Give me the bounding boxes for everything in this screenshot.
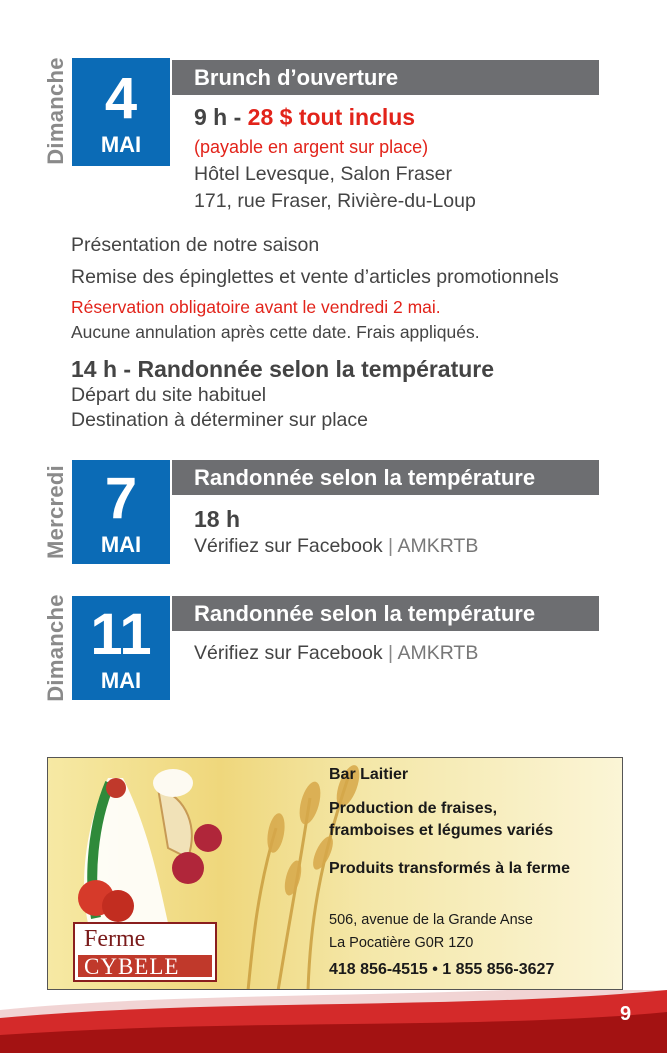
facebook-label: Vérifiez sur Facebook — [194, 535, 383, 557]
ad-line: Produits transformés à la ferme — [329, 860, 570, 877]
hike-line: Départ du site habituel — [71, 384, 267, 406]
facebook-name: AMKRTB — [397, 535, 479, 557]
ad-address: 506, avenue de la Grande Anse — [329, 912, 533, 928]
weekday-label: Dimanche — [43, 594, 69, 702]
hike-title: 14 h - Randonnée selon la température — [71, 356, 495, 382]
date-box — [72, 596, 170, 700]
event-title: Randonnée selon la température — [172, 460, 599, 495]
detail-line: Remise des épinglettes et vente d’articles promotionnels — [71, 266, 559, 288]
logo-word-ferme: Ferme — [84, 926, 146, 952]
date-day: 11 — [90, 602, 152, 667]
ad-line: Bar Laitier — [329, 766, 409, 783]
logo-word-cybele: CYBELE — [84, 954, 180, 979]
footer-wave — [0, 990, 667, 1053]
facebook-label: Vérifiez sur Facebook — [194, 642, 383, 664]
date-box — [72, 460, 170, 564]
event-venue: Hôtel Levesque, Salon Fraser — [194, 163, 452, 185]
date-month: MAI — [100, 532, 142, 557]
separator: | — [388, 642, 394, 664]
payment-note: (payable en argent sur place) — [194, 137, 429, 157]
advertisement — [47, 757, 623, 990]
hike-line: Destination à déterminer sur place — [71, 409, 368, 431]
separator: | — [388, 535, 394, 557]
weekday-label: Mercredi — [43, 464, 69, 560]
date-day: 4 — [104, 66, 138, 131]
ad-line: framboises et légumes variés — [329, 822, 554, 839]
detail-line: Présentation de notre saison — [71, 234, 320, 256]
page-number: 9 — [620, 1003, 632, 1025]
date-day: 7 — [104, 466, 138, 531]
ad-phone: 418 856-4515 • 1 855 856-3627 — [329, 961, 555, 978]
date-month: MAI — [100, 132, 142, 157]
facebook-note — [194, 535, 478, 558]
date-box — [72, 58, 170, 166]
weekday-label: Dimanche — [43, 57, 69, 165]
event-title: Randonnée selon la température — [172, 596, 599, 631]
reservation-note: Réservation obligatoire avant le vendredi 2 mai. — [71, 297, 441, 317]
event-address: 171, rue Fraser, Rivière-du-Loup — [194, 190, 476, 212]
facebook-note — [194, 642, 478, 665]
event-time-price — [194, 104, 415, 131]
event-title: Brunch d’ouverture — [172, 60, 599, 95]
ad-line: Production de fraises, — [329, 800, 498, 817]
event-time: 18 h — [194, 506, 241, 532]
cancellation-note: Aucune annulation après cette date. Frais appliqués. — [71, 322, 480, 342]
event-time: 9 h - — [194, 104, 248, 130]
event-price: 28 $ tout inclus — [247, 104, 416, 130]
facebook-name: AMKRTB — [397, 642, 479, 664]
date-month: MAI — [100, 668, 142, 693]
ad-address: La Pocatière G0R 1Z0 — [329, 935, 474, 951]
